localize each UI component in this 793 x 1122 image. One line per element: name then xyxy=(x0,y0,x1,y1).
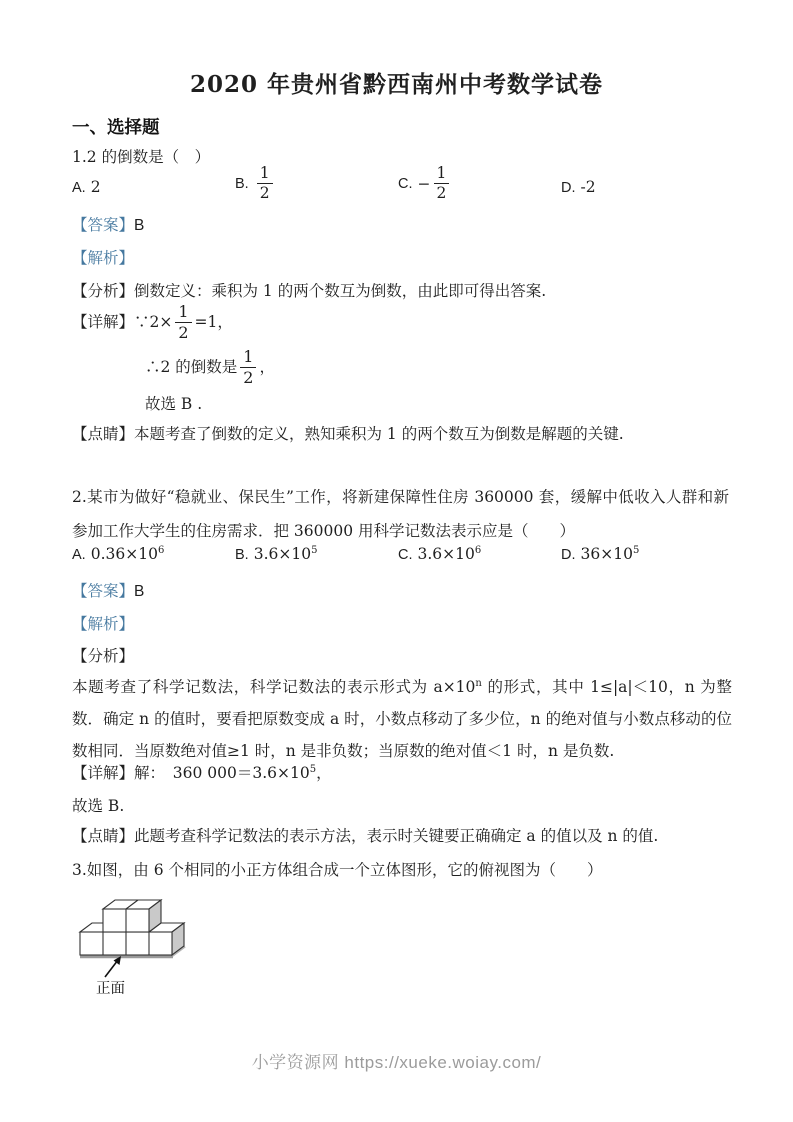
q3-cube-figure xyxy=(78,895,200,1001)
q1-option-b-label: B. xyxy=(235,175,249,192)
q1-dianjing-line: 【点睛】本题考查了倒数的定义，熟知乘积为 1 的两个数互为倒数是解题的关键. xyxy=(72,425,624,443)
q1-option-b xyxy=(235,165,276,203)
q1-xiangjie-line2 xyxy=(145,344,275,390)
q1-option-c-numerator: 1 xyxy=(434,165,450,184)
q1-xiangjie-fraction xyxy=(175,303,191,342)
q2-option-c-label: C. xyxy=(398,547,413,563)
section-heading: 一、选择题 xyxy=(72,117,160,137)
q1-option-c-sign: − xyxy=(417,174,431,193)
q1-xiangjie-line1 xyxy=(72,299,233,345)
q1-jiexi-tag: 【解析】 xyxy=(72,249,135,267)
q2-option-d-label: D. xyxy=(561,547,576,563)
cube-solid-diagram xyxy=(78,895,200,997)
front-face-label: 正面 xyxy=(96,981,125,997)
q1-option-b-denominator: 2 xyxy=(259,184,270,203)
q2-option-d xyxy=(561,545,639,563)
q2-xiangjie-prefix: 【详解】解： 360 000＝3.6×10 xyxy=(72,764,310,782)
q1-line2-prefix: ∴2 的倒数是 xyxy=(145,357,238,376)
q2-analysis-part2: 的形式，其中 1≤|a|＜10，n 为整数．确定 n 的值时，要看把原数变成 a 时，小数点移动了多少位，n 的绝对值与小数点移动的位数相同．当原数绝对值≥1 时，n 是非负数；当原数的绝对值＜1 时，n 是负数. xyxy=(72,678,732,760)
q2-analysis-exponent: n xyxy=(475,678,482,689)
q2-option-c xyxy=(398,545,481,563)
q1-answer-tag: 【答案】 xyxy=(72,216,135,234)
q1-xiangjie-denominator: 2 xyxy=(178,322,189,342)
page-title: 2020 年贵州省黔西南州中考数学试卷 xyxy=(189,71,604,98)
q1-conclusion: 故选 B . xyxy=(145,395,203,413)
q2-dianjing-line: 【点睛】此题考查科学记数法的表示方法，表示时关键要正确确定 a 的值以及 n 的值. xyxy=(72,827,659,845)
q1-line2-denominator: 2 xyxy=(243,367,254,387)
q1-option-a xyxy=(72,178,101,196)
q2-options-row xyxy=(72,545,738,569)
q1-option-c-fraction xyxy=(434,165,450,203)
q2-analysis-part1: 本题考查了科学记数法，科学记数法的表示形式为 a×10 xyxy=(72,678,476,696)
q1-xiangjie-suffix: =1， xyxy=(194,312,233,331)
q1-xiangjie-numerator: 1 xyxy=(175,303,191,323)
q1-option-c xyxy=(398,165,452,203)
q1-answer-line xyxy=(72,215,144,236)
q2-option-d-value: $36\times 10^5$ xyxy=(580,545,640,563)
q1-stem: 1.2 的倒数是（ ） xyxy=(72,148,211,166)
q2-fenxi-tag: 【分析】 xyxy=(72,647,135,665)
q1-option-c-label: C. xyxy=(398,175,413,192)
footer-watermark: 小学资源网 https://xueke.woiay.com/ xyxy=(251,1053,542,1072)
q2-option-b-label: B. xyxy=(235,547,249,563)
q1-line2-suffix: ， xyxy=(259,357,275,376)
q1-option-d xyxy=(561,178,596,196)
q2-option-a-value: $0.36\times 10^6$ xyxy=(90,545,165,563)
q2-analysis-paragraph xyxy=(72,671,732,767)
q2-option-b xyxy=(235,545,317,563)
q2-conclusion: 故选 B. xyxy=(72,797,125,815)
q1-answer-value: B xyxy=(134,217,145,234)
q1-option-a-label: A. xyxy=(72,180,86,196)
q2-answer-tag: 【答案】 xyxy=(72,582,135,600)
q1-line2-fraction xyxy=(240,348,256,387)
q1-option-c-denominator: 2 xyxy=(436,184,447,203)
q2-jiexi-tag: 【解析】 xyxy=(72,615,135,633)
q1-option-a-value: 2 xyxy=(90,178,101,196)
q2-xiangjie-suffix: ， xyxy=(316,764,332,782)
q2-answer-line xyxy=(72,581,144,602)
q1-option-b-fraction xyxy=(257,165,273,203)
q1-option-b-numerator: 1 xyxy=(257,165,273,184)
q1-option-d-value: -2 xyxy=(580,178,596,196)
q3-stem: 3.如图，由 6 个相同的小正方体组合成一个立体图形，它的俯视图为（ ） xyxy=(72,861,603,879)
q2-option-a xyxy=(72,545,164,563)
q1-fenxi-line: 【分析】倒数定义：乘积为 1 的两个数互为倒数，由此即可得出答案. xyxy=(72,282,547,300)
q2-answer-value: B xyxy=(134,583,145,600)
q2-xiangjie-exponent: 5 xyxy=(309,764,317,775)
q1-line2-numerator: 1 xyxy=(240,348,256,368)
q1-xiangjie-prefix: 【详解】∵2× xyxy=(72,312,173,331)
q1-options-row xyxy=(72,163,738,213)
q2-option-a-label: A. xyxy=(72,547,86,563)
q2-option-c-value: $3.6\times 10^6$ xyxy=(417,545,482,563)
q1-option-d-label: D. xyxy=(561,180,576,196)
q2-xiangjie-line xyxy=(72,763,332,784)
q2-option-b-value: $3.6\times 10^5$ xyxy=(253,545,318,563)
q2-stem: 2.某市为做好“稳就业、保民生”工作，将新建保障性住房 360000 套，缓解中低收入人群和新参加工作大学生的住房需求．把 360000 用科学记数法表示应是（ ） xyxy=(72,488,729,540)
